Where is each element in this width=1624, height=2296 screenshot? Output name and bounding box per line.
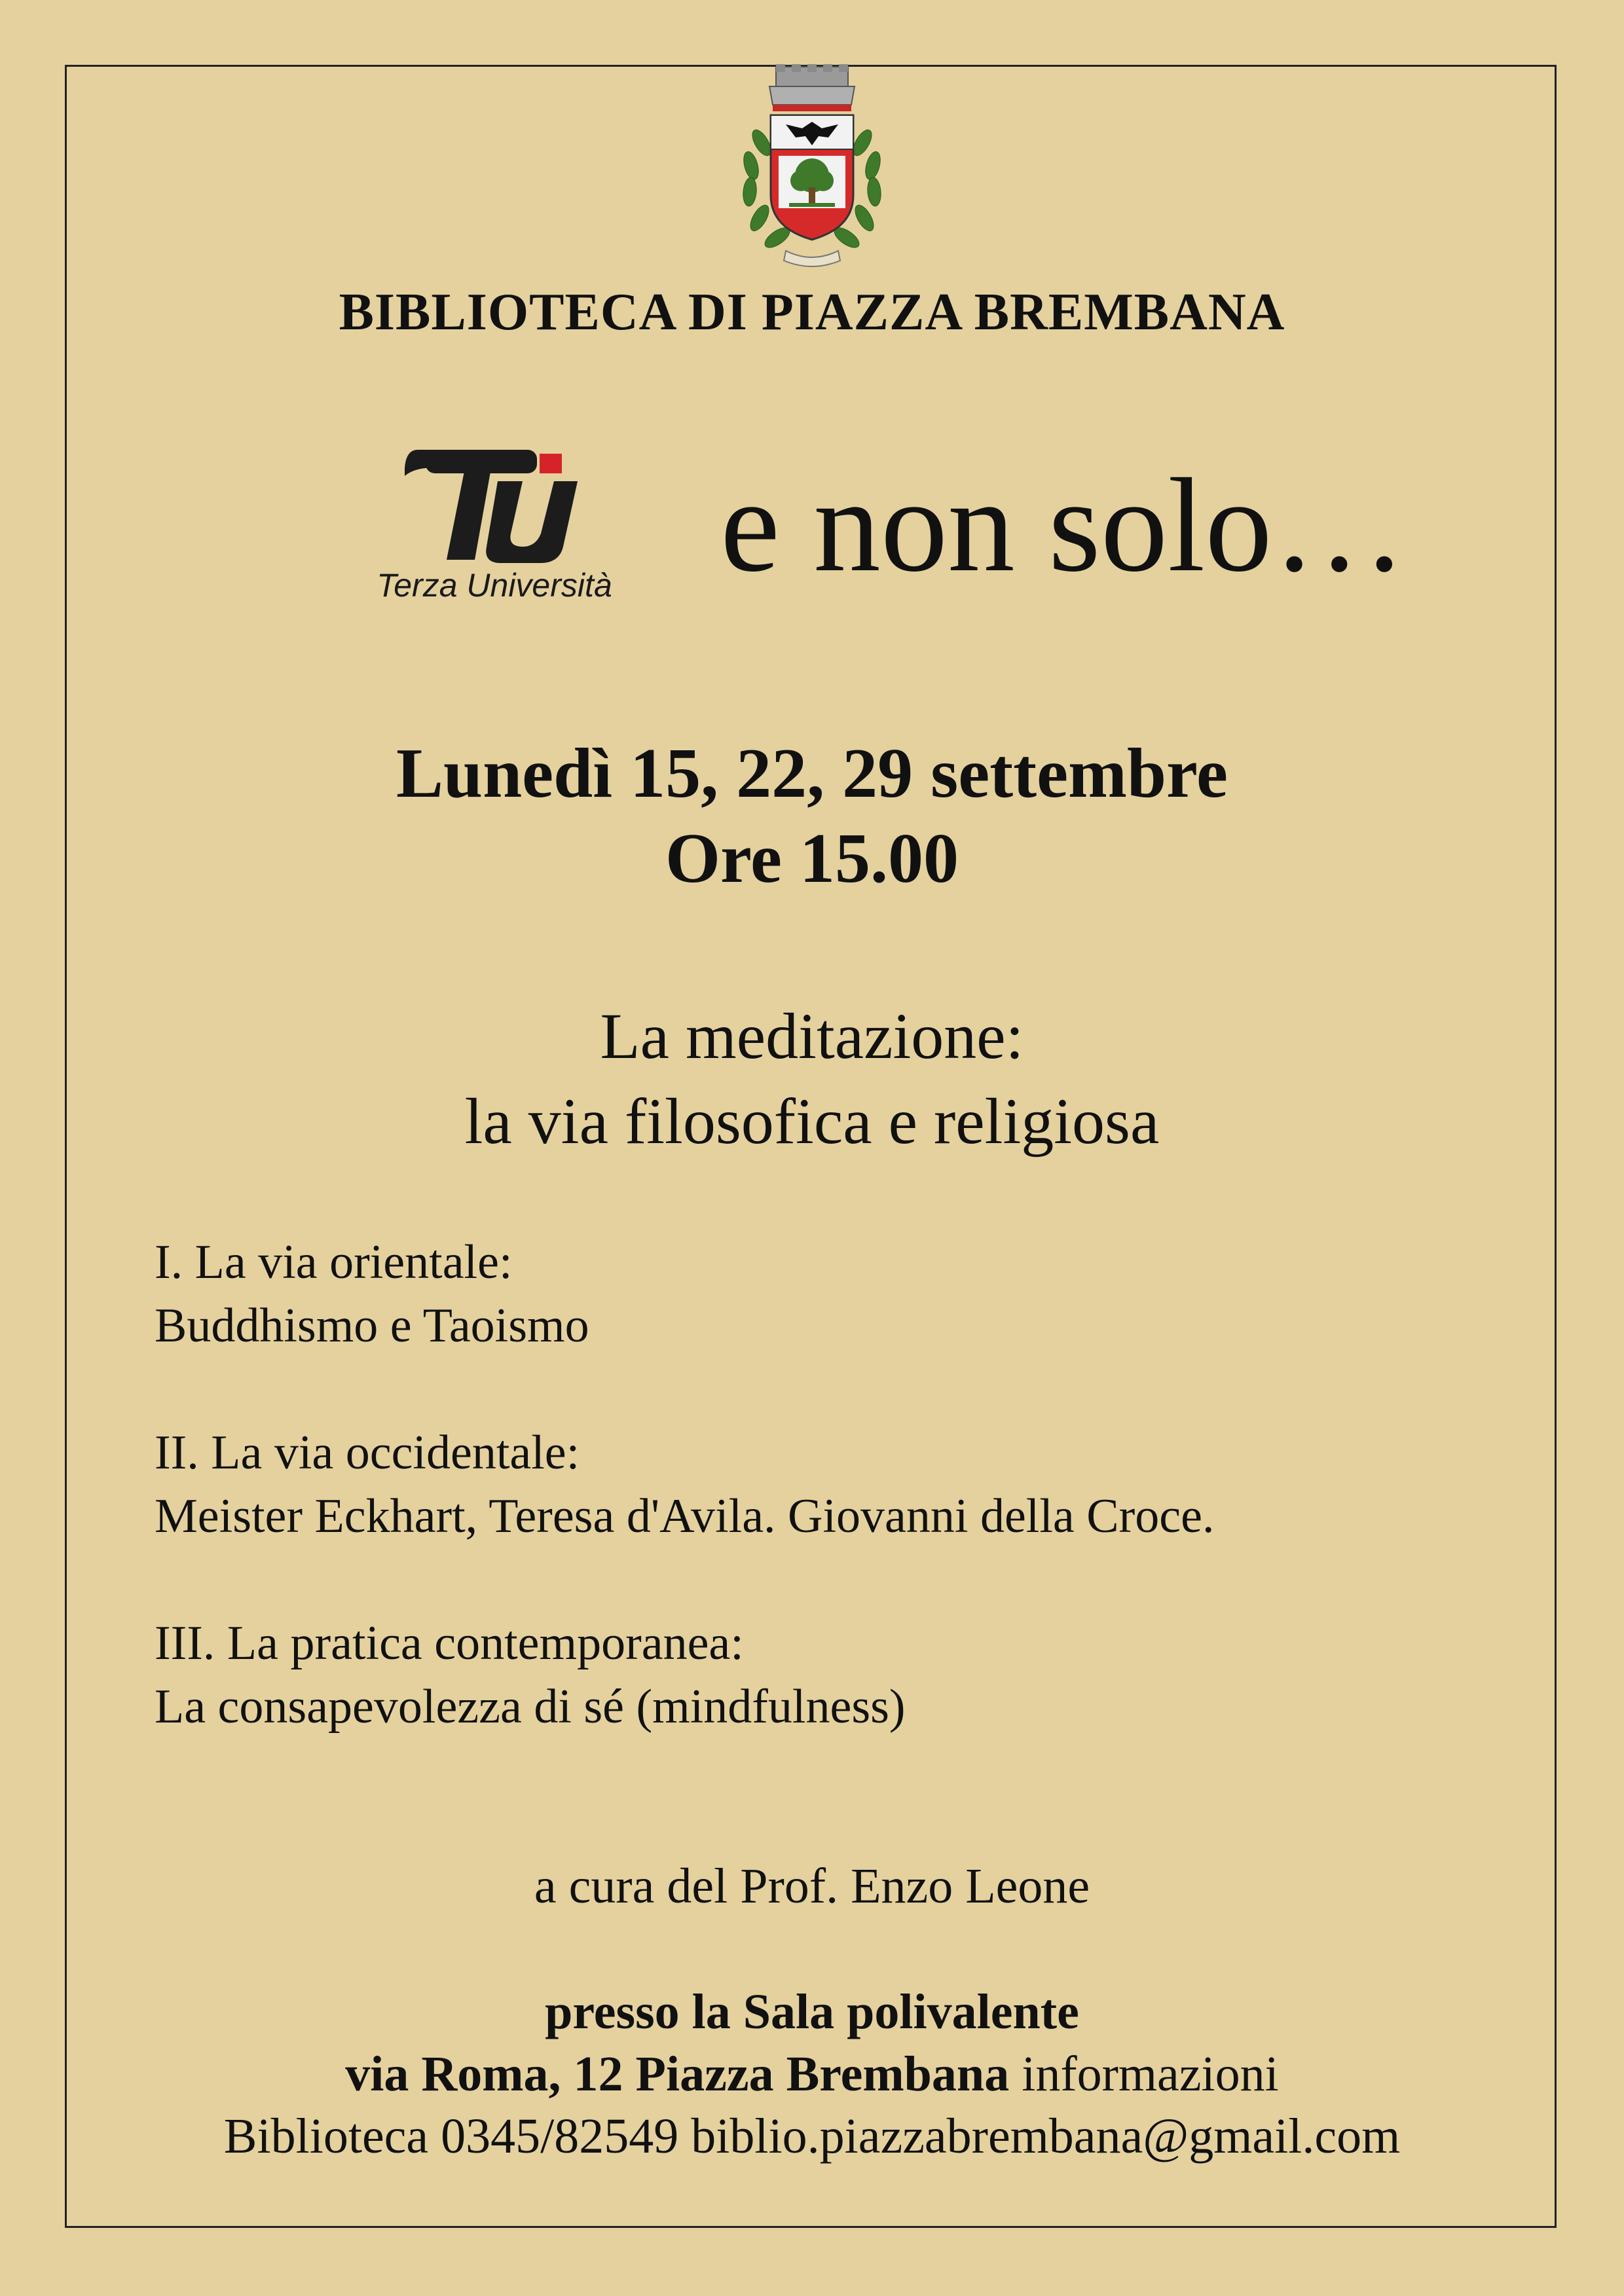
terza-universita-logo [367, 442, 622, 606]
session-item [155, 1612, 1214, 1739]
session-detail: La consapevolezza di sé (mindfulness) [155, 1680, 906, 1734]
library-title: BIBLIOTECA DI PIAZZA BREMBANA [339, 283, 1285, 341]
topic-title: La meditazione: [600, 1000, 1024, 1072]
tu-logo-icon [367, 442, 622, 573]
session-list [155, 1231, 1214, 1802]
session-title: II. La via occidentale: [155, 1426, 580, 1480]
logo-caption: Terza Università [377, 567, 612, 604]
venue-name: presso la Sala polivalente [545, 1984, 1079, 2039]
session-detail: Meister Eckhart, Teresa d'Avila. Giovanni della Croce. [155, 1489, 1215, 1543]
session-detail: Buddhismo e Taoismo [155, 1299, 589, 1353]
curator-line: a cura del Prof. Enzo Leone [534, 1859, 1090, 1914]
venue-address-line [0, 2046, 1624, 2103]
tagline: e non solo… [720, 451, 1407, 600]
event-dates: Lunedì 15, 22, 29 settembre [396, 735, 1228, 812]
topic-subtitle: la via filosofica e religiosa [464, 1085, 1160, 1157]
coat-of-arms-icon [724, 64, 900, 270]
info-label: informazioni [1009, 2047, 1279, 2102]
contact-line: Biblioteca 0345/82549 biblio.piazzabrembana@gmail.com [223, 2109, 1401, 2164]
session-title: I. La via orientale: [155, 1235, 513, 1289]
crown-icon [769, 64, 855, 111]
session-item [155, 1231, 1214, 1358]
session-title: III. La pratica contemporanea: [155, 1616, 744, 1670]
event-time: Ore 15.00 [665, 820, 959, 898]
session-item [155, 1421, 1214, 1548]
venue-address: via Roma, 12 Piazza Brembana [345, 2047, 1010, 2102]
